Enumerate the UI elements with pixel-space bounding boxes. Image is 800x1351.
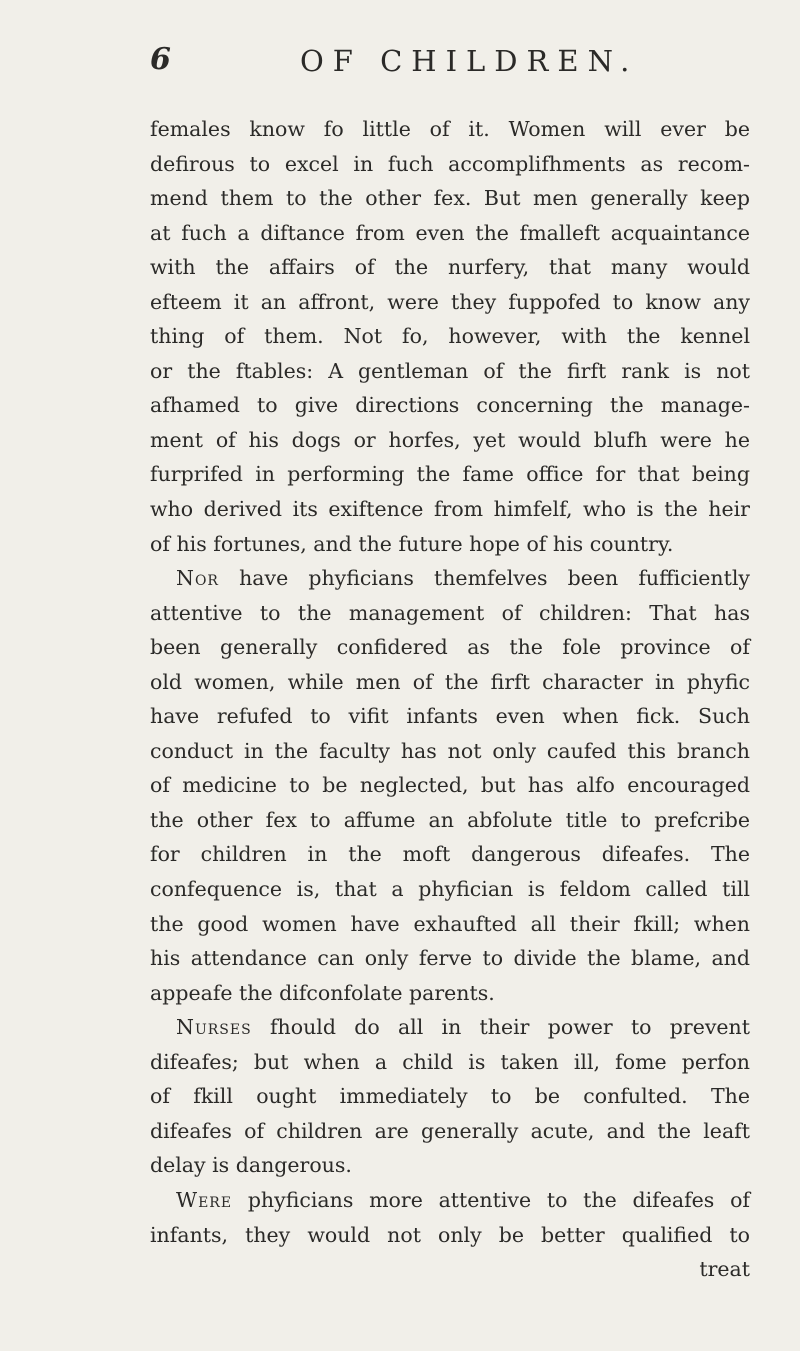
text-line: ment of his dogs or horfes, yet would blufh were he xyxy=(150,427,750,452)
page-number: 6 xyxy=(150,42,171,77)
text-line: difeafes; but when a child is taken ill, fome perfon xyxy=(150,1049,750,1074)
text-line: for children in the moft dangerous difeafes. The xyxy=(150,842,750,867)
text-line: delay is dangerous. xyxy=(150,1153,352,1178)
text-line: of his fortunes, and the future hope of his country. xyxy=(150,531,674,556)
lead-word: Were xyxy=(176,1187,233,1212)
text-line: been generally confidered as the fole province of xyxy=(150,635,750,660)
text-line: defirous to excel in fuch accomplifhments as recom- xyxy=(150,151,750,176)
text-line: mend them to the other fex. But men generally keep xyxy=(150,186,750,211)
text-line: or the ftables: A gentleman of the firft rank is not xyxy=(150,358,750,383)
page-header xyxy=(150,42,790,88)
text-line: his attendance can only ferve to divide the blame, and xyxy=(150,946,750,971)
lead-word: Nor xyxy=(176,566,219,591)
text-line: furprifed in performing the fame office for that being xyxy=(150,462,750,487)
text-line: difeafes of children are generally acute, and the leaft xyxy=(150,1118,750,1143)
text-line: females know fo little of it. Women will ever be xyxy=(150,117,750,141)
paragraph-start xyxy=(150,561,750,596)
text-line: infants, they would not only be better qualified to xyxy=(150,1222,750,1247)
text-line: who derived its exiftence from himfelf, who is the heir xyxy=(150,497,750,522)
text-line: fhould do all in their power to prevent xyxy=(269,1015,750,1040)
catchword: treat xyxy=(699,1257,750,1282)
paragraph-start xyxy=(150,1010,750,1045)
text-line: have refufed to vifit infants even when fick. Such xyxy=(150,704,750,729)
running-head: OF CHILDREN. xyxy=(300,44,639,78)
text-line: at fuch a diftance from even the fmalleft acquaintance xyxy=(150,220,750,245)
body-text xyxy=(150,112,750,1287)
text-line: the good women have exhaufted all their fkill; when xyxy=(150,911,750,936)
text-line: confequence is, that a phyfician is feldom called till xyxy=(150,877,750,902)
text-line: afhamed to give directions concerning the manage- xyxy=(150,393,750,418)
lead-word: Nurses xyxy=(176,1015,252,1040)
text-line: the other fex to affume an abfolute title to prefcribe xyxy=(150,807,750,832)
paragraph-start xyxy=(150,1183,750,1218)
text-line: attentive to the management of children: That has xyxy=(150,600,750,625)
text-line: conduct in the faculty has not only caufed this branch xyxy=(150,738,750,763)
text-line: phyficians more attentive to the difeafes of xyxy=(247,1187,750,1212)
text-line: have phyficians themfelves been fufficiently xyxy=(239,566,750,591)
text-line: with the affairs of the nurfery, that many would xyxy=(150,255,750,280)
text-line: appeafe the difconfolate parents. xyxy=(150,980,495,1005)
text-line: efteem it an affront, were they fuppofed to know any xyxy=(150,289,750,314)
text-line: thing of them. Not fo, however, with the kennel xyxy=(150,324,750,349)
text-line: of medicine to be neglected, but has alfo encouraged xyxy=(150,773,750,798)
text-line: old women, while men of the firft character in phyfic xyxy=(150,669,750,694)
text-line: of fkill ought immediately to be confulted. The xyxy=(150,1084,750,1109)
